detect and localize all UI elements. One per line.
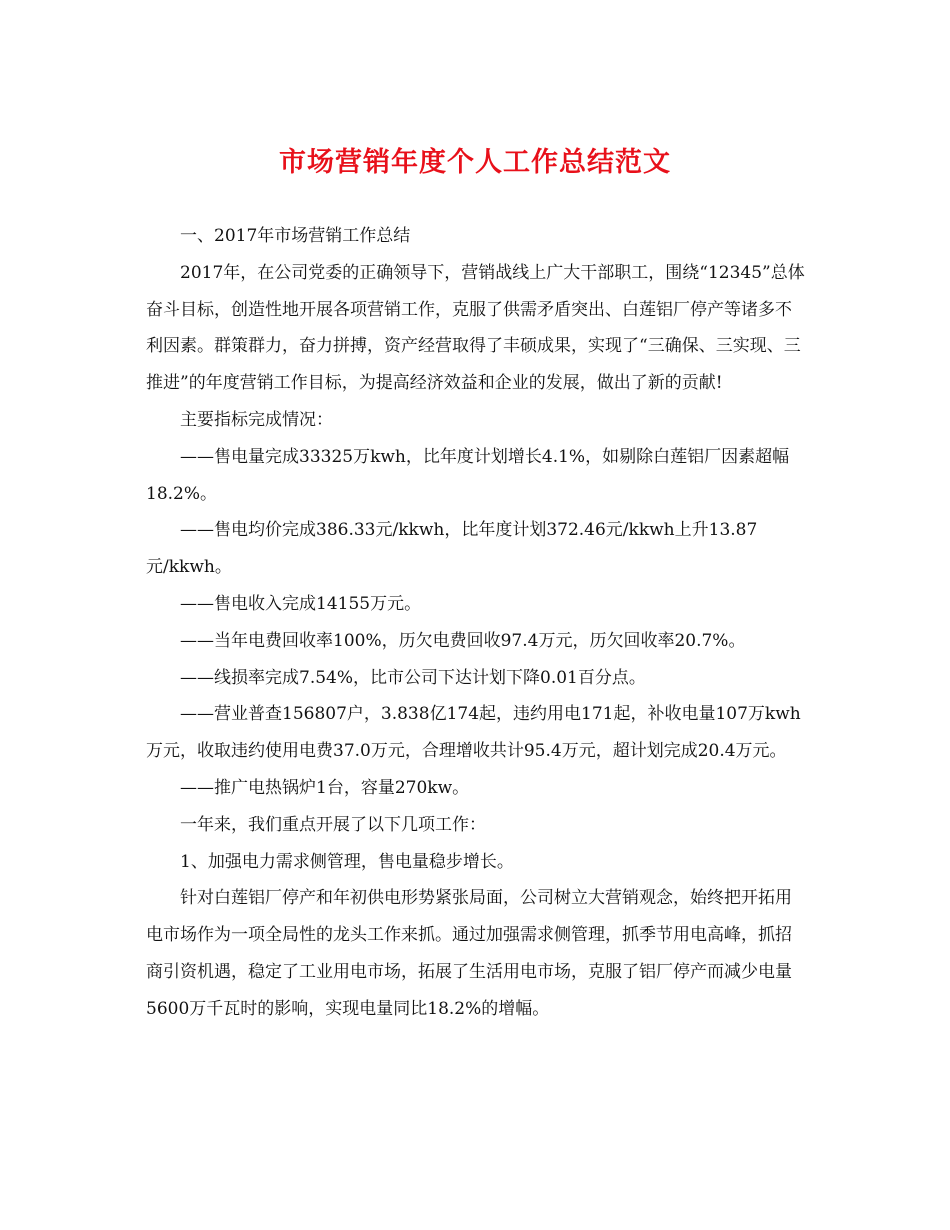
indicator-item: ——售电均价完成386.33元/kkwh，比年度计划372.46元/kkwh上升13.87元/kkwh。 <box>146 520 758 578</box>
indicators-heading: 主要指标完成情况： <box>180 409 333 430</box>
indicator-item: ——售电收入完成14155万元。 <box>180 593 422 614</box>
work-summary-intro: 一年来，我们重点开展了以下几项工作： <box>180 814 486 835</box>
indicator-item: ——营业普查156807户，3.838亿174起，违约用电171起，补收电量107万kwh万元，收取违约使用电费37.0万元，合理增收共计95.4万元，超计划完成20.4万元。 <box>146 704 801 762</box>
intro-paragraph: 2017年，在公司党委的正确领导下，营销战线上广大干部职工，围绕“12345”总体奋斗目标，创造性地开展各项营销工作，克服了供需矛盾突出、白莲铝厂停产等诸多不利因素。群策群力，奋力拼搏，资产经营取得了丰硕成果，实现了“三确保、三实现、三推进”的年度营销工作目标，为提高经济效益和企业的发展，做出了新的贡献! <box>146 262 805 394</box>
document-body <box>146 218 808 1028</box>
work-item-heading: 1、加强电力需求侧管理，售电量稳步增长。 <box>180 851 514 872</box>
indicator-item: ——售电量完成33325万kwh，比年度计划增长4.1%，如剔除白莲铝厂因素超幅18.2%。 <box>146 446 790 504</box>
work-item-paragraph: 针对白莲铝厂停产和年初供电形势紧张局面，公司树立大营销观念，始终把开拓用电市场作为一项全局性的龙头工作来抓。通过加强需求侧管理，抓季节用电高峰，抓招商引资机遇，稳定了工业用电市场，拓展了生活用电市场，克服了铝厂停产而减少电量5600万千瓦时的影响，实现电量同比18.2%的增幅。 <box>146 888 792 1019</box>
indicator-item: ——线损率完成7.54%，比市公司下达计划下降0.01百分点。 <box>180 667 646 688</box>
indicator-item: ——推广电热锅炉1台，容量270kw。 <box>180 777 470 798</box>
section-heading: 一、2017年市场营销工作总结 <box>180 226 411 246</box>
document-title: 市场营销年度个人工作总结范文 <box>279 147 671 178</box>
indicator-item: ——当年电费回收率100%，历欠电费回收97.4万元，历欠回收率20.7%。 <box>180 630 746 651</box>
